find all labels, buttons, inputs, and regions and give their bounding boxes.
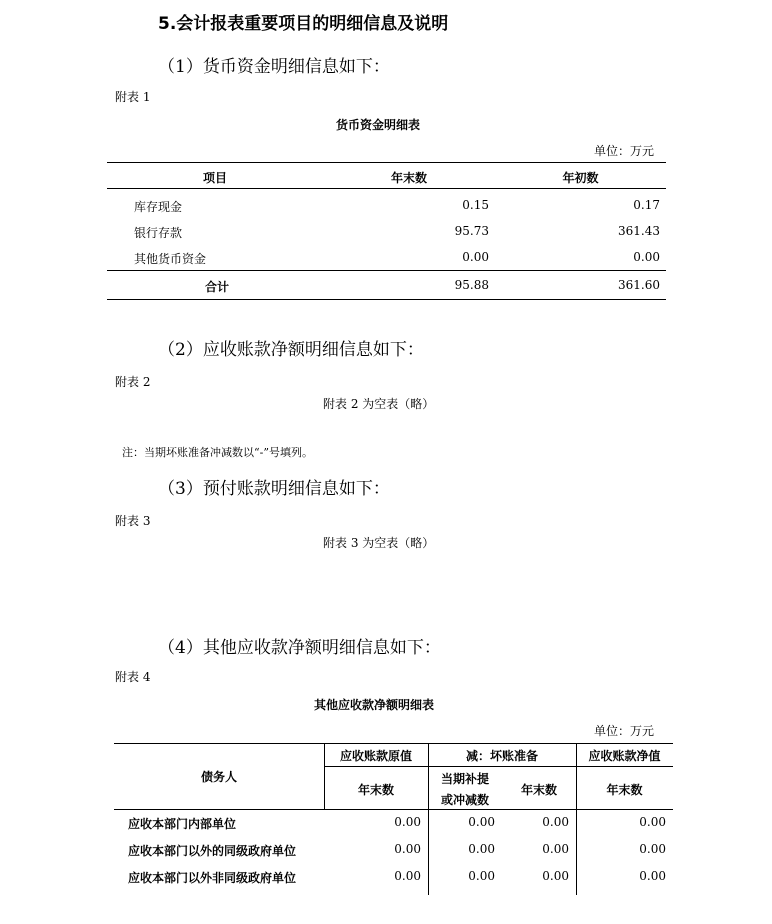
- page-heading: 5.会计报表重要项目的明细信息及说明: [158, 14, 449, 34]
- header-original-value: 应收账款原值: [339, 749, 412, 763]
- cash-header-item: 项目: [202, 171, 227, 185]
- bad-debt-note: 注：当期坏账准备冲减数以“-”号填列。: [122, 446, 313, 459]
- cash-header-end: 年末数: [390, 171, 427, 185]
- section-4-title: （4）其他应收款净额明细信息如下：: [158, 638, 441, 658]
- table-4-title: 其他应收款净额明细表: [314, 698, 435, 712]
- section-3-title: （3）预付账款明细信息如下：: [158, 479, 390, 499]
- appendix-2-empty-note: 附表 2 为空表（略）: [323, 397, 435, 411]
- subheader-original-end: 年末数: [357, 783, 394, 797]
- header-debtor: 债务人: [200, 770, 237, 784]
- subheader-current-1: 当期补提: [440, 772, 489, 786]
- table-1-title: 货币资金明细表: [336, 118, 421, 132]
- cash-header-begin: 年初数: [562, 171, 599, 185]
- appendix-1-label: 附表 1: [115, 90, 151, 104]
- table-1-unit: 单位：万元: [594, 144, 655, 158]
- appendix-2-label: 附表 2: [115, 375, 151, 389]
- appendix-3-empty-note: 附表 3 为空表（略）: [323, 536, 435, 550]
- subheader-net-end: 年末数: [606, 783, 643, 797]
- table-4-unit: 单位：万元: [594, 724, 655, 738]
- appendix-3-label: 附表 3: [115, 514, 151, 528]
- header-bad-debt: 减：坏账准备: [465, 749, 538, 763]
- appendix-4-label: 附表 4: [115, 670, 151, 684]
- subheader-bad-debt-end: 年末数: [520, 783, 557, 797]
- subheader-current-2: 或冲减数: [440, 793, 489, 807]
- section-2-title: （2）应收账款净额明细信息如下：: [158, 340, 424, 360]
- header-net-value: 应收账款净值: [588, 749, 661, 763]
- section-1-title: （1）货币资金明细信息如下：: [158, 57, 390, 77]
